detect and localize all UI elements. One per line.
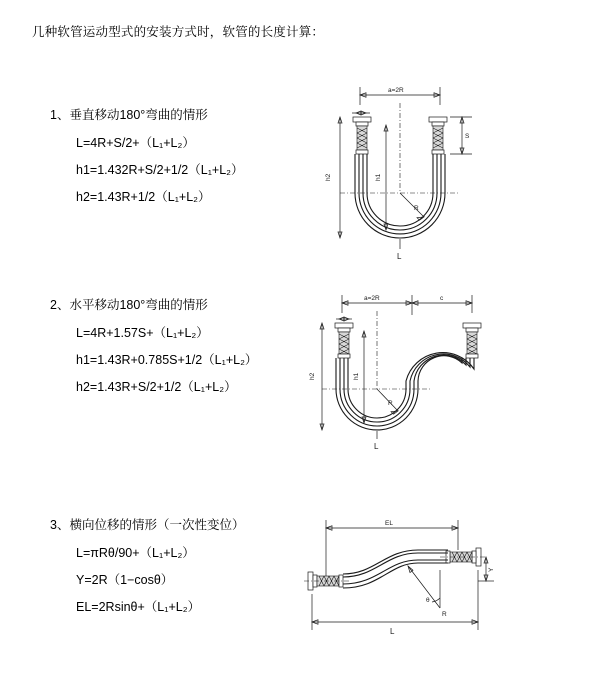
section-3-figure [290,510,500,640]
section-2-figure [300,285,500,465]
section-2-formula-2: h1=1.43R+0.785S+1/2（L₁+L₂） [76,353,258,367]
label-h1-2: h1 [353,372,360,380]
section-2-formula-1: L=4R+1.57S+（L₁+L₂） [76,326,209,340]
diagram-lateral-offset [290,510,500,640]
label-c: c [440,295,444,302]
diagram-horizontal-180 [300,285,500,465]
label-a-2r-2: a=2R [364,295,380,302]
diagram-vertical-180 [300,73,490,283]
section-1-title: 1、垂直移动180°弯曲的情形 [50,108,208,122]
section-3-title: 3、横向位移的情形（一次性变位） [50,518,245,532]
label-l-3: L [390,627,395,636]
section-1-formula-1: L=4R+S/2+（L₁+L₂） [76,136,195,150]
label-a-2r: a=2R [388,87,404,94]
section-3-text [50,515,310,624]
label-radius-r-3: R [442,611,447,618]
label-s: S [465,133,470,140]
label-y: Y [488,567,495,572]
label-h2-2: h2 [309,372,316,380]
page-title: 几种软管运动型式的安装方式时，软管的长度计算： [32,25,325,39]
section-1-text [50,105,310,214]
section-3-formula-1: L=πRθ/90+（L₁+L₂） [76,546,195,560]
section-3-formula-2: Y=2R（1−cosθ） [76,573,174,587]
section-2-formula-3: h2=1.43R+S/2+1/2（L₁+L₂） [76,380,237,394]
label-radius-r-2: R [388,400,393,407]
section-1-formula-2: h1=1.432R+S/2+1/2（L₁+L₂） [76,163,244,177]
label-theta: θ [426,597,430,604]
label-l-2: L [374,442,379,451]
section-1-formula-3: h2=1.43R+1/2（L₁+L₂） [76,190,211,204]
label-el: EL [385,520,393,527]
label-l: L [397,252,402,261]
section-2-text [50,295,310,404]
label-h1: h1 [375,173,382,181]
label-h2: h2 [325,173,332,181]
section-2-title: 2、水平移动180°弯曲的情形 [50,298,208,312]
section-1-figure [300,73,490,283]
label-radius-r: R [414,205,419,212]
section-3-formula-3: EL=2Rsinθ+（L₁+L₂） [76,600,201,614]
